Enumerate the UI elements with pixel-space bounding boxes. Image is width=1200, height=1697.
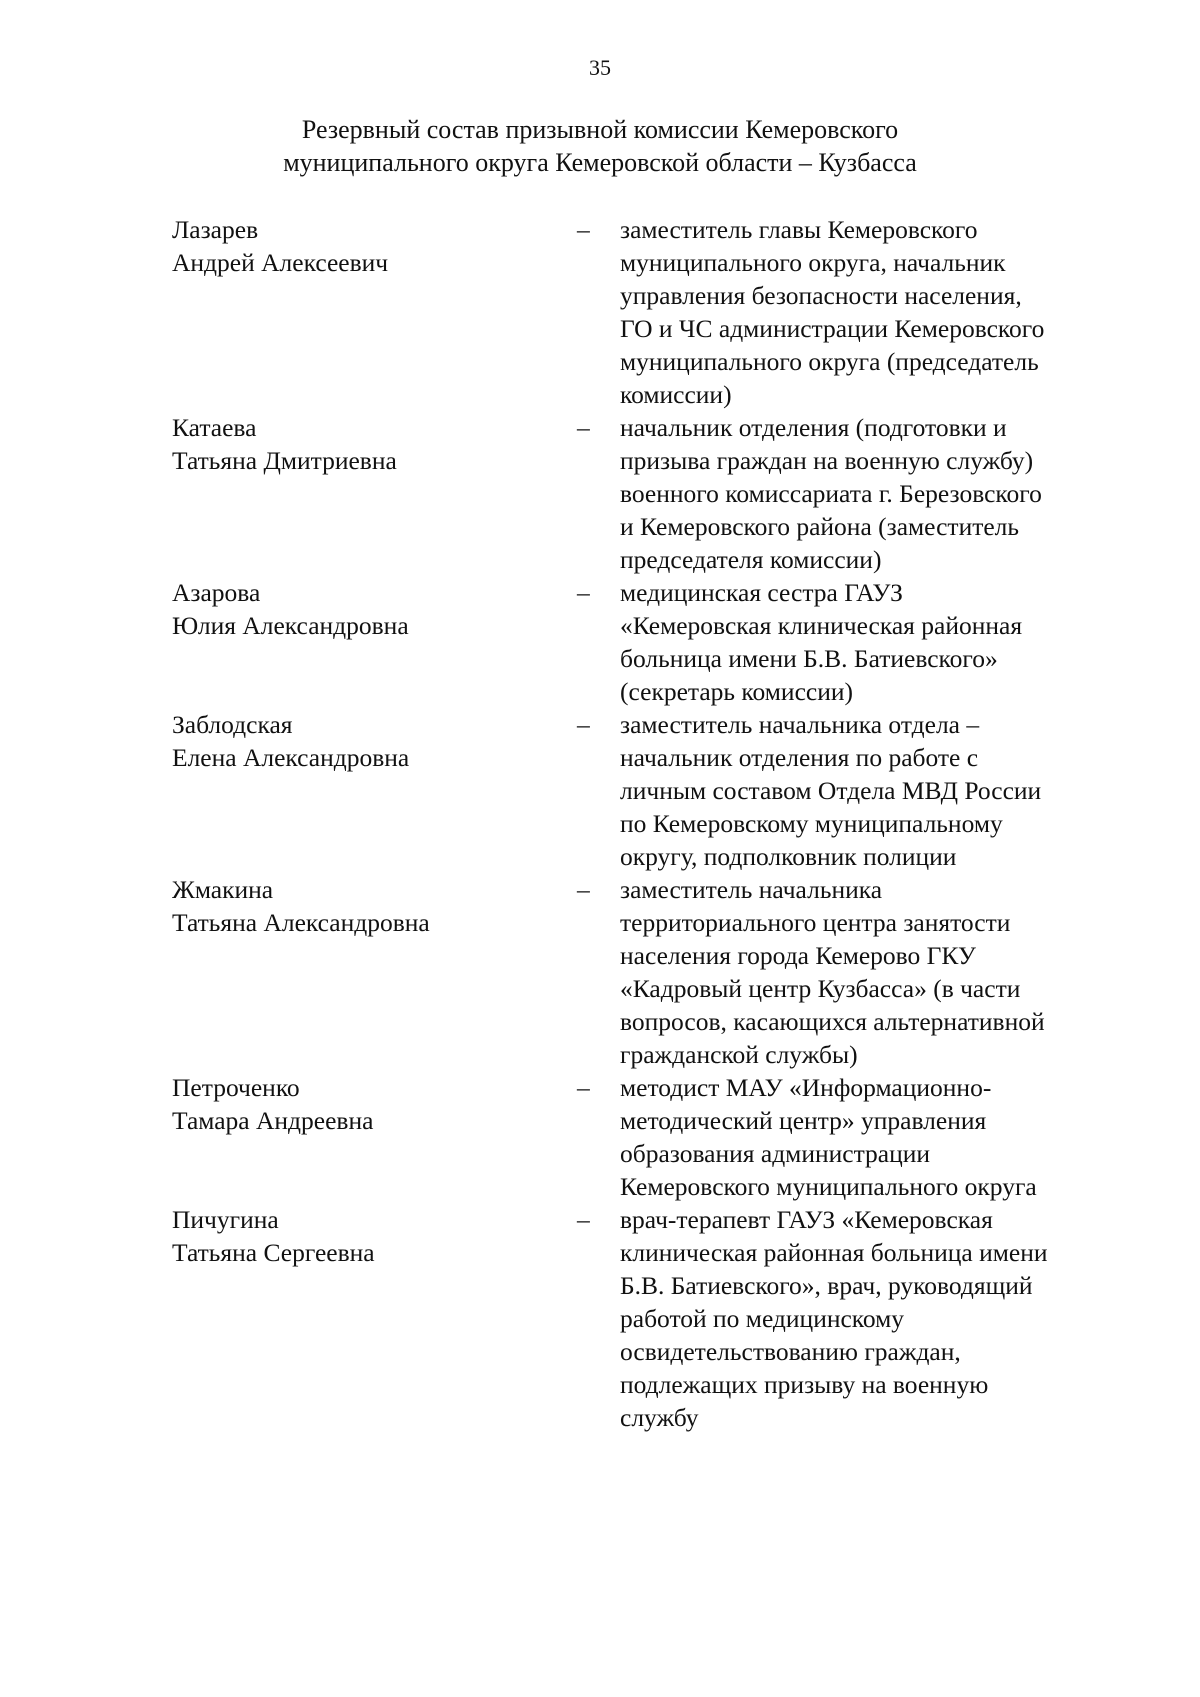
member-role bbox=[620, 708, 1102, 873]
member-role-line: заместитель начальника отдела – bbox=[620, 710, 980, 739]
member-role-line: вопросов, касающихся альтернативной bbox=[620, 1007, 1045, 1036]
member-role-line: методист МАУ «Информационно- bbox=[620, 1073, 992, 1102]
member-surname: Петроченко bbox=[172, 1073, 300, 1102]
member-name bbox=[172, 708, 577, 873]
member-role-line: призыва граждан на военную службу) bbox=[620, 446, 1034, 475]
member-role-line: методический центр» управления bbox=[620, 1106, 987, 1135]
member-surname: Жмакина bbox=[172, 875, 274, 904]
member-role-line: военного комиссариата г. Березовского bbox=[620, 479, 1042, 508]
member-role-line: «Кадровый центр Кузбасса» (в части bbox=[620, 974, 1021, 1003]
members-list bbox=[172, 213, 1102, 1434]
member-name bbox=[172, 873, 577, 1071]
member-dash: – bbox=[577, 413, 590, 442]
member-role-line: медицинская сестра ГАУЗ bbox=[620, 578, 903, 607]
member-given-names: Юлия Александровна bbox=[172, 611, 409, 640]
member-given-names: Андрей Алексеевич bbox=[172, 248, 389, 277]
page-number: 35 bbox=[589, 55, 611, 80]
member-role-line: начальник отделения (подготовки и bbox=[620, 413, 1007, 442]
member-role-line: освидетельствованию граждан, bbox=[620, 1337, 961, 1366]
member-role-line: муниципального округа (председатель bbox=[620, 347, 1039, 376]
member-role-line: работой по медицинскому bbox=[620, 1304, 905, 1333]
member-role-line: председателя комиссии) bbox=[620, 545, 882, 574]
member-role bbox=[620, 576, 1102, 708]
member-role-line: населения города Кемерово ГКУ bbox=[620, 941, 976, 970]
member-role bbox=[620, 1203, 1102, 1434]
member-role-line: комиссии) bbox=[620, 380, 732, 409]
member-dash: – bbox=[577, 578, 590, 607]
member-entry bbox=[172, 1071, 1102, 1203]
member-given-names: Тамара Андреевна bbox=[172, 1106, 374, 1135]
member-role-line: подлежащих призыву на военную bbox=[620, 1370, 989, 1399]
member-name bbox=[172, 411, 577, 576]
member-entry bbox=[172, 873, 1102, 1071]
member-role-line: ГО и ЧС администрации Кемеровского bbox=[620, 314, 1045, 343]
member-role bbox=[620, 873, 1102, 1071]
member-role-line: «Кемеровская клиническая районная bbox=[620, 611, 1023, 640]
member-role-line: заместитель главы Кемеровского bbox=[620, 215, 978, 244]
member-surname: Катаева bbox=[172, 413, 257, 442]
member-role-line: начальник отделения по работе с bbox=[620, 743, 979, 772]
title-line: муниципального округа Кемеровской области – Кузбасса bbox=[283, 148, 917, 177]
member-surname: Заблодская bbox=[172, 710, 293, 739]
member-dash: – bbox=[577, 710, 590, 739]
member-role-line: Кемеровского муниципального округа bbox=[620, 1172, 1037, 1201]
member-role-line: и Кемеровского района (заместитель bbox=[620, 512, 1020, 541]
member-role bbox=[620, 1071, 1102, 1203]
member-role-line: гражданской службы) bbox=[620, 1040, 858, 1069]
member-role-line: больница имени Б.В. Батиевского» bbox=[620, 644, 998, 673]
member-role-line: службу bbox=[620, 1403, 699, 1432]
member-surname: Лазарев bbox=[172, 215, 259, 244]
title-line: Резервный состав призывной комиссии Кемеровского bbox=[301, 115, 899, 144]
member-role-line: территориального центра занятости bbox=[620, 908, 1011, 937]
member-role-line: образования администрации bbox=[620, 1139, 931, 1168]
member-surname: Азарова bbox=[172, 578, 261, 607]
member-role bbox=[620, 213, 1102, 411]
member-given-names: Татьяна Дмитриевна bbox=[172, 446, 397, 475]
member-dash: – bbox=[577, 1205, 590, 1234]
member-dash: – bbox=[577, 1073, 590, 1102]
member-role bbox=[620, 411, 1102, 576]
member-dash: – bbox=[577, 875, 590, 904]
member-given-names: Татьяна Александровна bbox=[172, 908, 430, 937]
member-given-names: Елена Александровна bbox=[172, 743, 410, 772]
member-name bbox=[172, 213, 577, 411]
member-name bbox=[172, 1071, 577, 1203]
member-role-line: (секретарь комиссии) bbox=[620, 677, 853, 706]
member-surname: Пичугина bbox=[172, 1205, 279, 1234]
member-role-line: личным составом Отдела МВД России bbox=[620, 776, 1042, 805]
member-role-line: Б.В. Батиевского», врач, руководящий bbox=[620, 1271, 1033, 1300]
member-entry bbox=[172, 213, 1102, 411]
member-role-line: управления безопасности населения, bbox=[620, 281, 1022, 310]
member-given-names: Татьяна Сергеевна bbox=[172, 1238, 375, 1267]
document-title bbox=[0, 113, 1200, 179]
member-name bbox=[172, 1203, 577, 1434]
member-entry bbox=[172, 576, 1102, 708]
member-role-line: муниципального округа, начальник bbox=[620, 248, 1006, 277]
member-dash: – bbox=[577, 215, 590, 244]
member-role-line: заместитель начальника bbox=[620, 875, 883, 904]
member-entry bbox=[172, 708, 1102, 873]
member-name bbox=[172, 576, 577, 708]
member-entry bbox=[172, 1203, 1102, 1434]
member-role-line: врач-терапевт ГАУЗ «Кемеровская bbox=[620, 1205, 993, 1234]
member-role-line: по Кемеровскому муниципальному bbox=[620, 809, 1003, 838]
member-entry bbox=[172, 411, 1102, 576]
member-role-line: клиническая районная больница имени bbox=[620, 1238, 1048, 1267]
member-role-line: округу, подполковник полиции bbox=[620, 842, 957, 871]
